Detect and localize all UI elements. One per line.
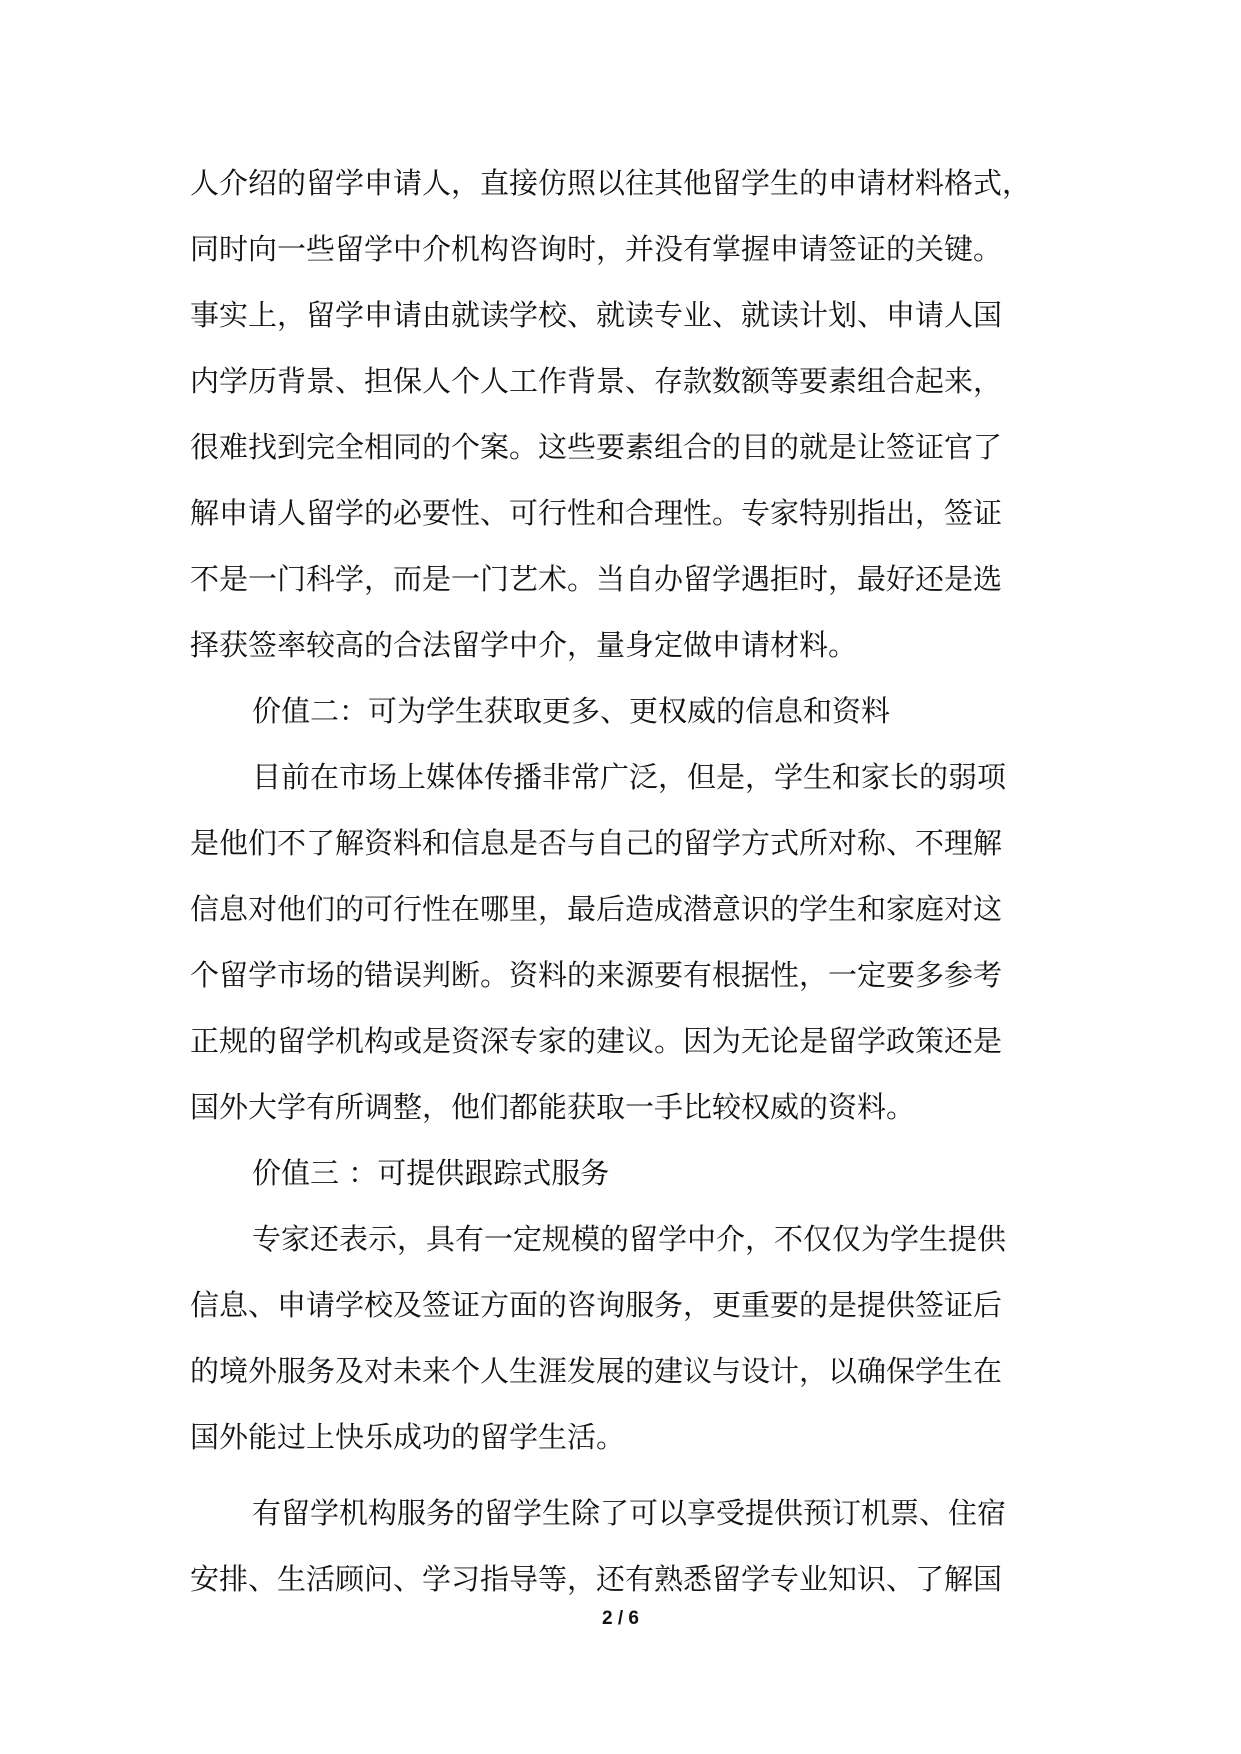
- text-line: 很难找到完全相同的个案。这些要素组合的目的就是让签证官了: [190, 430, 1003, 464]
- text-line: 目前在市场上媒体传播非常广泛，但是，学生和家长的弱项: [252, 760, 1007, 794]
- section-heading-value-three: 价值三 ：可提供跟踪式服务: [252, 1156, 610, 1190]
- page-number: 2 / 6: [602, 1608, 639, 1629]
- text-line: 不是一门科学，而是一门艺术。当自办留学遇拒时，最好还是选: [190, 562, 1003, 596]
- text-line: 同时向一些留学中介机构咨询时，并没有掌握申请签证的关键。: [190, 232, 1003, 266]
- text-line: 内学历背景、担保人个人工作背景、存款数额等要素组合起来，: [190, 364, 1003, 398]
- text-line: 是他们不了解资料和信息是否与自己的留学方式所对称、不理解: [190, 826, 1003, 860]
- text-line: 有留学机构服务的留学生除了可以享受提供预订机票、住宿: [252, 1496, 1007, 1530]
- text-line: 正规的留学机构或是资深专家的建议。因为无论是留学政策还是: [190, 1024, 1003, 1058]
- text-line: 择获签率较高的合法留学中介，量身定做申请材料。: [190, 628, 858, 662]
- text-line: 解申请人留学的必要性、可行性和合理性。专家特别指出，签证: [190, 496, 1003, 530]
- text-line: 信息对他们的可行性在哪里，最后造成潜意识的学生和家庭对这: [190, 892, 1003, 926]
- text-line: 人介绍的留学申请人，直接仿照以往其他留学生的申请材料格式，: [190, 166, 1032, 200]
- text-line: 个留学市场的错误判断。资料的来源要有根据性，一定要多参考: [190, 958, 1003, 992]
- text-line: 国外能过上快乐成功的留学生活。: [190, 1420, 626, 1454]
- section-heading-value-two: 价值二：可为学生获取更多、更权威的信息和资料: [252, 694, 891, 728]
- text-line: 国外大学有所调整，他们都能获取一手比较权威的资料。: [190, 1090, 916, 1124]
- text-line: 事实上，留学申请由就读学校、就读专业、就读计划、申请人国: [190, 298, 1003, 332]
- text-line: 安排、生活顾问、学习指导等，还有熟悉留学专业知识、了解国: [190, 1562, 1003, 1596]
- body-text: [190, 150, 1080, 1612]
- text-line: 信息、申请学校及签证方面的咨询服务，更重要的是提供签证后: [190, 1288, 1003, 1322]
- text-line: 专家还表示，具有一定规模的留学中介，不仅仅为学生提供: [252, 1222, 1007, 1256]
- text-line: 的境外服务及对未来个人生涯发展的建议与设计，以确保学生在: [190, 1354, 1003, 1388]
